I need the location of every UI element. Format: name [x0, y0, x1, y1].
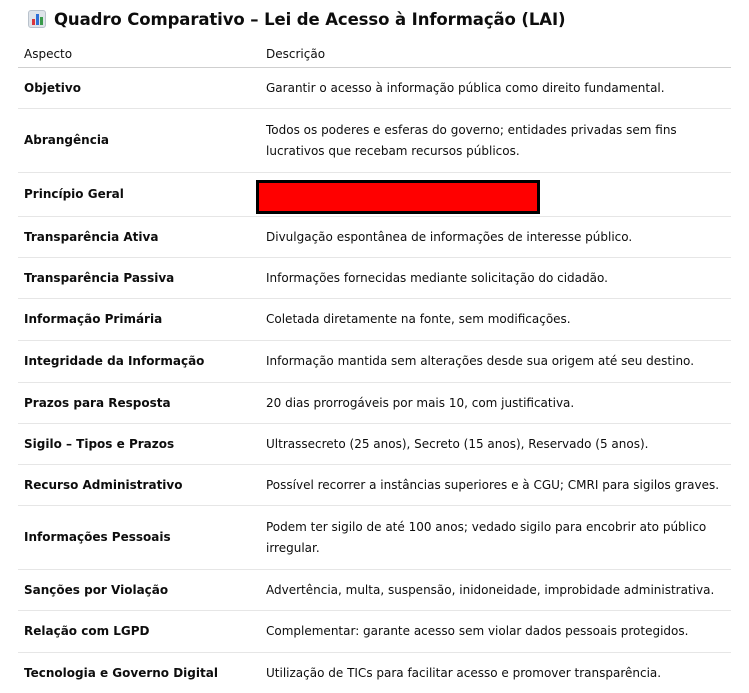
aspect-cell: Integridade da Informação	[18, 341, 260, 383]
description-cell: Coletada diretamente na fonte, sem modificações.	[260, 299, 731, 341]
table-row	[18, 173, 731, 217]
table-row	[18, 611, 731, 653]
aspect-cell: Prazos para Resposta	[18, 383, 260, 424]
page-title-text: Quadro Comparativo – Lei de Acesso à Informação (LAI)	[54, 10, 565, 29]
table-row	[18, 341, 731, 383]
page-title	[28, 6, 565, 32]
table-row	[18, 109, 731, 173]
description-cell	[260, 173, 731, 217]
table-row	[18, 465, 731, 506]
description-cell: Garantir o acesso à informação pública como direito fundamental.	[260, 68, 731, 109]
table-row	[18, 68, 731, 109]
aspect-cell: Relação com LGPD	[18, 611, 260, 653]
table-row	[18, 299, 731, 341]
description-cell: Possível recorrer a instâncias superiores e à CGU; CMRI para sigilos graves.	[260, 465, 731, 506]
description-cell: Complementar: garante acesso sem violar dados pessoais protegidos.	[260, 611, 731, 653]
column-header-aspect: Aspecto	[18, 40, 260, 68]
aspect-cell: Transparência Ativa	[18, 217, 260, 258]
bar-chart-icon	[28, 10, 46, 28]
table-header-row	[18, 40, 731, 68]
aspect-cell: Princípio Geral	[18, 173, 260, 217]
table-row	[18, 653, 731, 693]
redaction-box	[256, 180, 540, 214]
table-row	[18, 383, 731, 424]
column-header-description: Descrição	[260, 40, 731, 68]
description-cell: Advertência, multa, suspensão, inidoneidade, improbidade administrativa.	[260, 570, 731, 611]
aspect-cell: Objetivo	[18, 68, 260, 109]
description-cell: Podem ter sigilo de até 100 anos; vedado sigilo para encobrir ato público irregular.	[260, 506, 731, 570]
table-row	[18, 217, 731, 258]
description-cell: Ultrassecreto (25 anos), Secreto (15 anos), Reservado (5 anos).	[260, 424, 731, 465]
aspect-cell: Informação Primária	[18, 299, 260, 341]
table-row	[18, 424, 731, 465]
description-cell: Utilização de TICs para facilitar acesso e promover transparência.	[260, 653, 731, 693]
table-row	[18, 506, 731, 570]
comparison-table	[18, 40, 731, 693]
aspect-cell: Recurso Administrativo	[18, 465, 260, 506]
table-row	[18, 570, 731, 611]
description-cell: Informações fornecidas mediante solicitação do cidadão.	[260, 258, 731, 299]
aspect-cell: Sigilo – Tipos e Prazos	[18, 424, 260, 465]
aspect-cell: Abrangência	[18, 109, 260, 173]
table-row	[18, 258, 731, 299]
aspect-cell: Transparência Passiva	[18, 258, 260, 299]
description-cell: Informação mantida sem alterações desde sua origem até seu destino.	[260, 341, 731, 383]
description-cell: Divulgação espontânea de informações de interesse público.	[260, 217, 731, 258]
description-cell: 20 dias prorrogáveis por mais 10, com justificativa.	[260, 383, 731, 424]
aspect-cell: Informações Pessoais	[18, 506, 260, 570]
description-cell: Todos os poderes e esferas do governo; entidades privadas sem fins lucrativos que recebam recursos públicos.	[260, 109, 731, 173]
aspect-cell: Sanções por Violação	[18, 570, 260, 611]
aspect-cell: Tecnologia e Governo Digital	[18, 653, 260, 693]
